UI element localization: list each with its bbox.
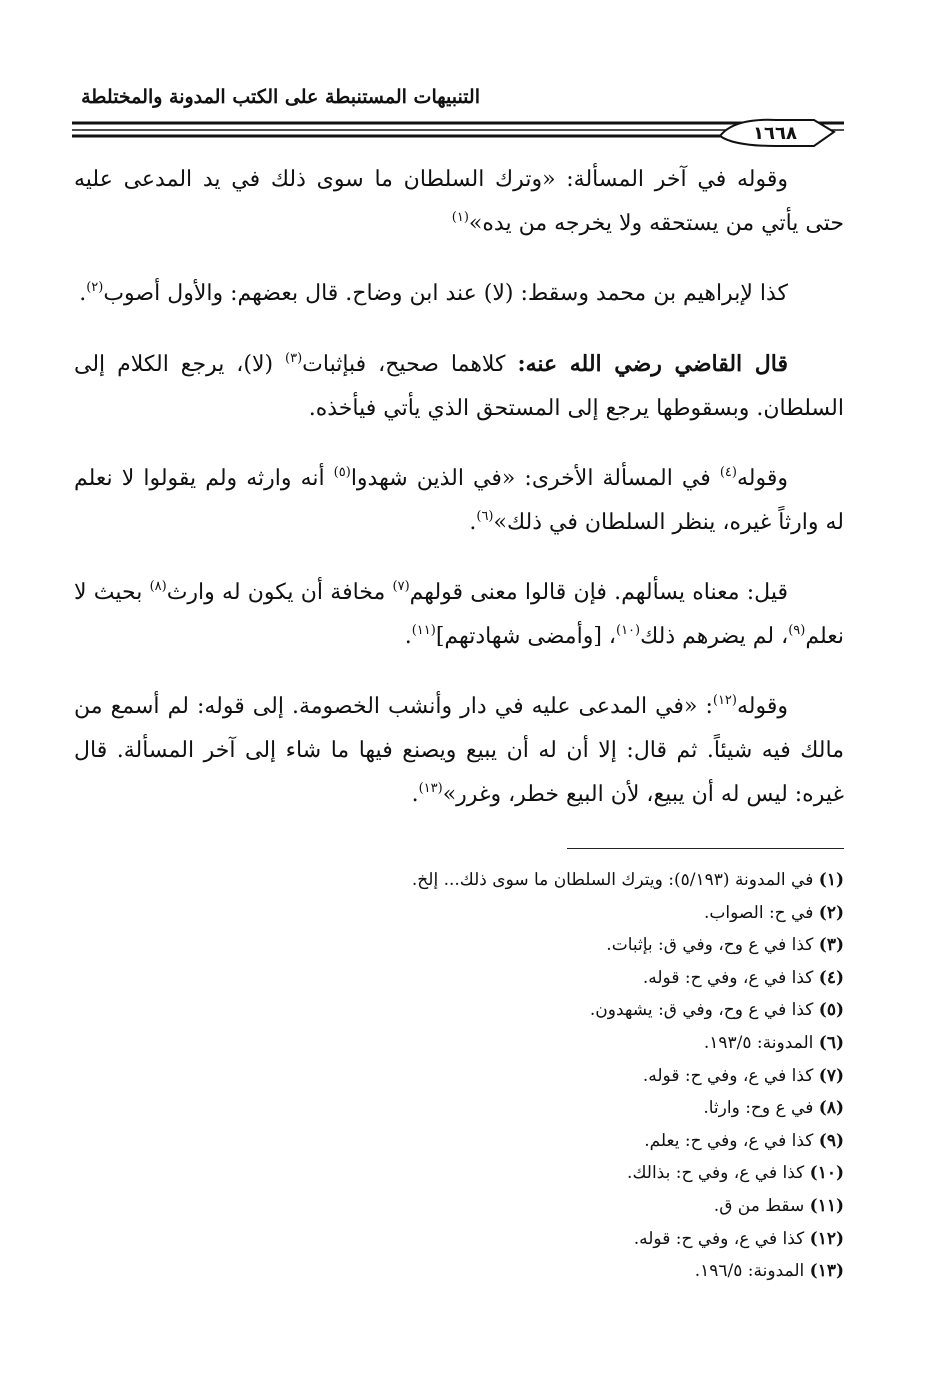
footnote-ref: (٢) xyxy=(86,280,104,295)
footnote-item: (١١) سقط من ق. xyxy=(713,1195,844,1216)
footnote-ref: (١٣) xyxy=(418,781,443,796)
footnote-item: (١٢) كذا في ع، وفي ح: قوله. xyxy=(633,1228,844,1249)
footnote-item: (٩) كذا في ع، وفي ح: يعلم. xyxy=(644,1130,844,1151)
paragraph-5: قيل: معناه يسألهم. فإن قالوا معنى قولهم$^{(٧)}$ مخافة أن يكون له وارث$^{(٨)}$ بحيث لا نعلم$^{(٩)}$، لم يضرهم ذلك$^{(١٠)}$، [وأمضى شهادتهم]$^{(١١)}$. xyxy=(74,579,844,649)
qadi-lead: قال القاضي رضي الله عنه: xyxy=(517,351,788,377)
footnote-item: (٨) في ع وح: وارثا. xyxy=(703,1098,844,1119)
footnote-ref: (٥) xyxy=(333,465,351,480)
paragraph-6: وقوله$^{(١٢)}$: «في المدعى عليه في دار وأنشب الخصومة. إلى قوله: لم أسمع من مالك فيه شيئاً. ثم قال: إلا أن له أن يبيع ويصنع فيها ما شاء إلى آخر المسألة. قال غيره: ليس له أن يبيع، لأن البيع خطر، وغرر»$^{(١٣)}$. xyxy=(74,693,844,807)
paragraph-1: وقوله في آخر المسألة: «وترك السلطان ما سوى ذلك في يد المدعى عليه حتى يأتي من يستحقه ولا يخرجه من يده»$^{(١)}$ xyxy=(74,167,844,236)
footnote-separator xyxy=(567,848,844,849)
footnote-ref: (٩) xyxy=(788,623,806,638)
footnotes xyxy=(200,864,844,1288)
footnote-ref: (١١) xyxy=(411,623,436,638)
footnote-ref: (٧) xyxy=(392,579,410,594)
header-rule-with-page-number xyxy=(72,112,844,148)
footnote-item: (٤) كذا في ع، وفي ح: قوله. xyxy=(642,967,844,988)
paragraph-4: وقوله$^{(٤)}$ في المسألة الأخرى: «في الذين شهدوا$^{(٥)}$ أنه وارثه ولم يقولوا لا نعلم له وارثاً غيره، ينظر السلطان في ذلك»$^{(٦)}$. xyxy=(74,465,844,535)
footnote-ref: (٨) xyxy=(149,579,167,594)
page-number: ١٦٦٨ xyxy=(753,123,797,144)
running-header-title: التنبيهات المستنبطة على الكتب المدونة والمختلطة xyxy=(81,86,480,108)
footnote-ref: (١٢) xyxy=(712,693,737,708)
footnote-ref: (١٠) xyxy=(616,623,641,638)
footnote-item: (٣) كذا في ع وح، وفي ق: بإثبات. xyxy=(606,935,844,956)
footnote-ref: (٣) xyxy=(285,351,303,366)
footnote-item: (٦) المدونة: ١٩٣/٥. xyxy=(703,1032,844,1053)
footnote-item: (٥) كذا في ع وح، وفي ق: يشهدون. xyxy=(589,1000,844,1021)
paragraph-2: كذا لإبراهيم بن محمد وسقط: (لا) عند ابن وضاح. قال بعضهم: والأول أصوب$^{(٢)}$. xyxy=(79,280,788,306)
footnote-item: (٧) كذا في ع، وفي ح: قوله. xyxy=(642,1065,844,1086)
footnote-ref: (٦) xyxy=(476,509,494,524)
footnote-ref: (٤) xyxy=(719,465,737,480)
footnote-item: (١٣) المدونة: ١٩٦/٥. xyxy=(694,1261,844,1282)
main-text xyxy=(74,158,844,843)
footnote-ref: (١) xyxy=(451,210,469,225)
footnote-item: (١٠) كذا في ع، وفي ح: بذالك. xyxy=(627,1163,844,1184)
footnote-item: (١) في المدونة (٥/١٩٣): ويترك السلطان ما سوى ذلك... إلخ. xyxy=(411,870,844,890)
paragraph-3: قال القاضي رضي الله عنه: كلاهما صحيح، فبإثبات$^{(٣)}$ (لا)، يرجع الكلام إلى السلطان. وبسقوطها يرجع إلى المستحق الذي يأتي فيأخذه. xyxy=(74,351,844,421)
footnote-item: (٢) في ح: الصواب. xyxy=(703,902,844,923)
